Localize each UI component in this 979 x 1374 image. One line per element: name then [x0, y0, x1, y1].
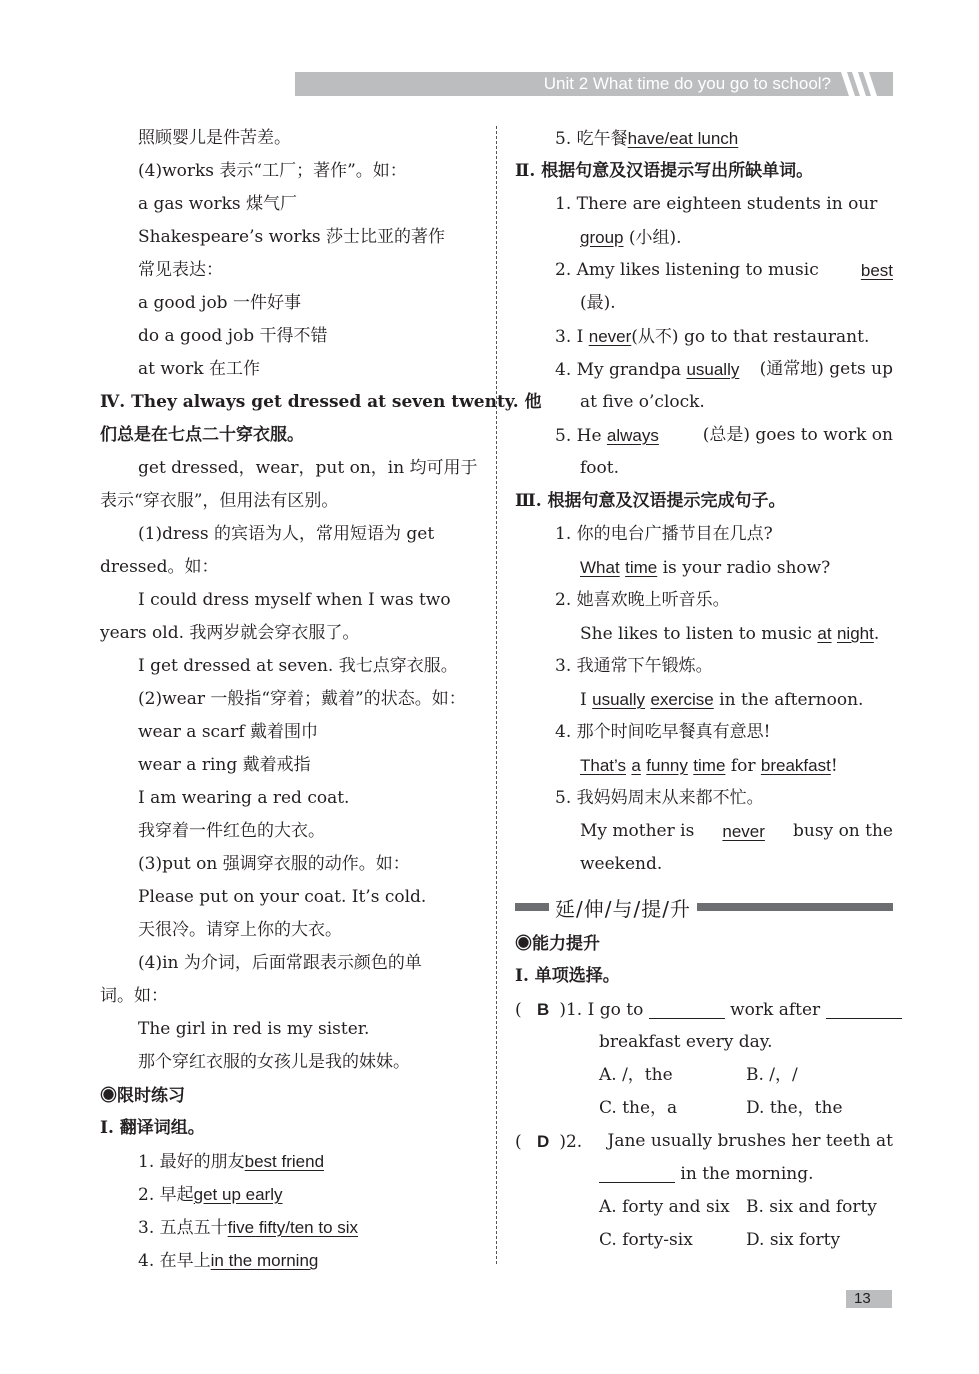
text-line: a good job 一件好事 — [138, 293, 301, 313]
banner-bar-right — [697, 903, 893, 911]
question-line: weekend. — [580, 854, 663, 874]
answer-text: best friend — [244, 1152, 325, 1171]
question-line: 2. 她喜欢晚上听音乐。 — [555, 590, 730, 610]
section-banner — [515, 887, 893, 927]
text-line: get dressed，wear，put on，in 均可用于 — [138, 458, 478, 478]
phrase-item: 5. 吃午餐have/eat lunch — [555, 129, 739, 149]
answer-text: a — [631, 756, 641, 775]
column-divider — [496, 126, 497, 1264]
text-line: (3)put on 强调穿衣服的动作。如： — [138, 854, 410, 874]
page-number: 13 — [854, 1290, 871, 1307]
text-line: (4)works 表示“工厂；著作”。如： — [138, 161, 407, 181]
text-line: 我穿着一件红色的大衣。 — [138, 821, 325, 841]
page-number-box — [846, 1290, 892, 1308]
text-line: Shakespeare’s works 莎士比亚的著作 — [138, 227, 445, 247]
slash-decoration-icon — [839, 72, 883, 96]
mc-options — [515, 1092, 893, 1125]
answer-text: five fifty/ten to six — [227, 1218, 359, 1237]
question-line: I usually exercise in the afternoon. — [580, 690, 864, 710]
answer-text: breakfast — [760, 756, 831, 775]
mc-question-cont: breakfast every day. — [599, 1032, 773, 1052]
blank-line — [649, 1017, 725, 1019]
text-line: 词。如： — [100, 986, 168, 1006]
mc-options — [515, 1224, 893, 1257]
option-a: A. /，the — [599, 1065, 673, 1085]
answer-text: time — [693, 756, 726, 775]
answer-text: usually — [592, 690, 646, 709]
text-line: 那个穿红衣服的女孩儿是我的妹妹。 — [138, 1052, 410, 1072]
answer-text: never — [722, 822, 765, 841]
phrase-item: 4. 在早上in the morning — [138, 1251, 319, 1271]
answer-text: always — [606, 426, 659, 445]
text-line: I get dressed at seven. 我七点穿衣服。 — [138, 656, 458, 676]
text-line: (4)in 为介词，后面常跟表示颜色的单 — [138, 953, 422, 973]
answer-text: night — [836, 624, 874, 643]
section-heading-iv-cont: 们总是在七点二十穿衣服。 — [100, 425, 304, 445]
banner-title: 延/伸/与/提/升 — [555, 896, 691, 921]
answer-choice: B — [537, 1000, 550, 1019]
question-line: 5. 我妈妈周末从来都不忙。 — [555, 788, 764, 808]
phrase-item: 1. 最好的朋友best friend — [138, 1152, 325, 1172]
option-b: B. six and forty — [746, 1197, 877, 1217]
mc-question: ( B )1. I go to work after — [515, 993, 893, 1026]
option-c: C. forty-six — [599, 1230, 693, 1250]
blank-line — [599, 1181, 675, 1183]
left-column — [100, 122, 542, 1277]
header-bar — [295, 72, 893, 96]
question-line: That’s a funny time for breakfast! — [580, 756, 838, 776]
mc-options — [515, 1191, 893, 1224]
option-a: A. forty and six — [599, 1197, 730, 1217]
text-line: a gas works 煤气厂 — [138, 194, 298, 214]
answer-text: at — [817, 624, 832, 643]
text-line: wear a scarf 戴着围巾 — [138, 722, 319, 742]
text-line: I could dress myself when I was two — [138, 590, 451, 610]
phrase-item: 3. 五点五十five fifty/ten to six — [138, 1218, 359, 1238]
section-ii-title: Ⅱ. 根据句意及汉语提示写出所缺单词。 — [515, 161, 814, 181]
answer-text: best — [860, 261, 893, 280]
option-b: B. /，/ — [746, 1065, 798, 1085]
answer-choice: D — [537, 1132, 550, 1151]
question-line: 4. My grandpa usually (通常地) gets up — [555, 359, 893, 380]
question-line: 1. 你的电台广播节目在几点? — [555, 524, 773, 544]
question-line: My mother is never busy on the — [515, 815, 893, 848]
answer-text: get up early — [193, 1185, 283, 1204]
text-line: at work 在工作 — [138, 359, 260, 379]
answer-text: never — [588, 327, 632, 346]
question-line: (最). — [580, 293, 616, 313]
text-line: (2)wear 一般指“穿着；戴着”的状态。如： — [138, 689, 466, 709]
text-line: (1)dress 的宾语为人，常用短语为 get — [138, 524, 435, 544]
banner-bar-left — [515, 903, 549, 911]
option-d: D. the，the — [746, 1098, 843, 1118]
question-line: 5. He always (总是) goes to work on — [555, 425, 893, 446]
text-line: 常见表达： — [138, 260, 223, 280]
option-c: C. the，a — [599, 1098, 678, 1118]
blank-line — [826, 1017, 902, 1019]
text-line: 天很冷。请穿上你的大衣。 — [138, 920, 342, 940]
text-line: 照顾婴儿是件苦差。 — [138, 128, 291, 148]
question-line: group (小组). — [580, 228, 682, 248]
question-line: at five o’clock. — [580, 392, 705, 412]
question-line: 3. I never(从不) go to that restaurant. — [555, 327, 870, 347]
answer-text: usually — [686, 360, 740, 379]
practice-title: ◉限时练习 — [100, 1086, 185, 1105]
answer-text: That’s — [580, 756, 626, 775]
text-line: dressed。如： — [100, 557, 219, 577]
answer-text: in the morning — [210, 1251, 319, 1270]
right-column — [515, 122, 893, 1257]
section-heading-iv: Ⅳ. They always get dressed at seven twenty. 他 — [100, 392, 542, 412]
ability-title: ◉能力提升 — [515, 934, 600, 953]
question-line: 1. There are eighteen students in our — [555, 194, 878, 214]
section-i-choice-title: Ⅰ. 单项选择。 — [515, 966, 620, 986]
answer-text: funny — [646, 756, 688, 775]
question-line: 3. 我通常下午锻炼。 — [555, 656, 713, 676]
mc-options — [515, 1059, 893, 1092]
question-line: What time is your radio show? — [580, 558, 831, 578]
section-i-title: Ⅰ. 翻译词组。 — [100, 1118, 205, 1138]
answer-text: group — [580, 228, 624, 247]
section-iii-title: Ⅲ. 根据句意及汉语提示完成句子。 — [515, 491, 786, 511]
text-line: 表示“穿衣服”，但用法有区别。 — [100, 491, 339, 511]
text-line: wear a ring 戴着戒指 — [138, 755, 311, 775]
question-line: 4. 那个时间吃早餐真有意思! — [555, 722, 771, 742]
answer-text: have/eat lunch — [627, 129, 739, 148]
question-line: She likes to listen to music at night. — [580, 624, 880, 644]
question-line: foot. — [580, 458, 619, 478]
answer-text: time — [625, 558, 658, 577]
text-line: years old. 我两岁就会穿衣服了。 — [100, 623, 360, 643]
text-line: The girl in red is my sister. — [138, 1019, 370, 1039]
question-line: 2. Amy likes listening to music best — [515, 254, 893, 287]
answer-text: exercise — [650, 690, 714, 709]
text-line: do a good job 干得不错 — [138, 326, 328, 346]
option-d: D. six forty — [746, 1230, 841, 1250]
mc-question-cont: in the morning. — [515, 1158, 893, 1191]
answer-text: What — [580, 558, 620, 577]
text-line: Please put on your coat. It’s cold. — [138, 887, 427, 907]
mc-question: ( D )2. Jane usually brushes her teeth at — [515, 1131, 893, 1152]
header-title: Unit 2 What time do you go to school? — [543, 74, 831, 93]
text-line: I am wearing a red coat. — [138, 788, 350, 808]
phrase-item: 2. 早起get up early — [138, 1185, 283, 1205]
